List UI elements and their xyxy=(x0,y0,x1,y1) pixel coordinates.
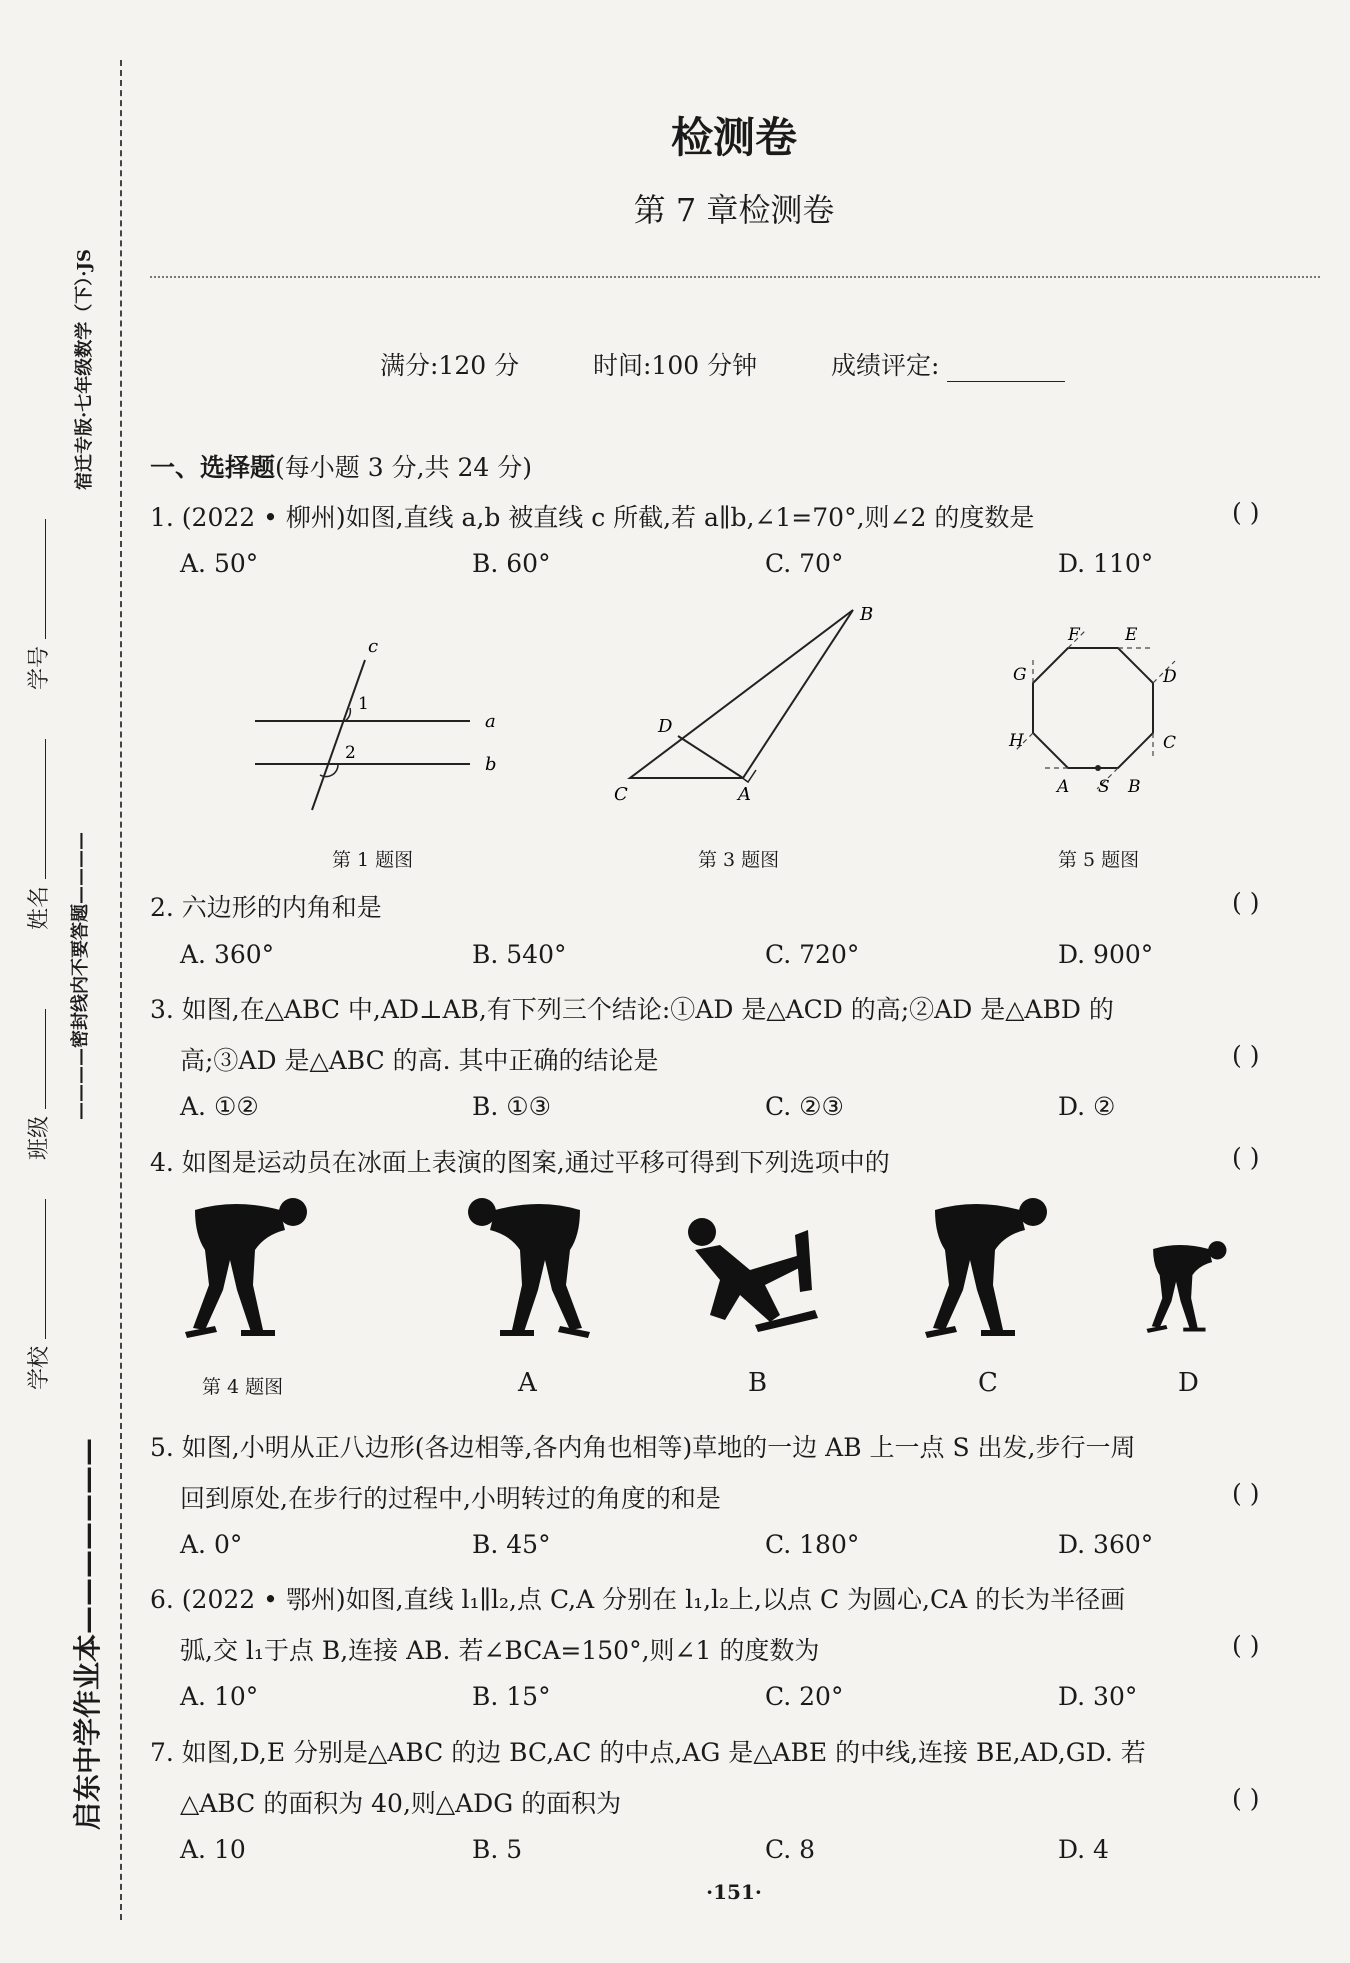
q3-option-a[interactable]: A. ①② xyxy=(180,1092,259,1121)
choice-b-label[interactable]: B xyxy=(748,1368,768,1398)
full-score: 满分:120 分 xyxy=(380,351,520,380)
q7-option-a[interactable]: A. 10 xyxy=(180,1835,246,1864)
q6-option-d[interactable]: D. 30° xyxy=(1058,1682,1138,1711)
page-subtitle: 第 7 章检测卷 xyxy=(633,191,835,229)
label-a: A xyxy=(738,784,751,805)
page-title: 检测卷 xyxy=(670,113,797,162)
page-number: ·151· xyxy=(706,1880,762,1904)
label-b: B xyxy=(1128,777,1141,797)
sidebar-field-student-no xyxy=(22,519,53,690)
school-blank[interactable] xyxy=(45,1199,46,1339)
label-h: H xyxy=(1009,731,1024,751)
seal-note-text: 密封线内不要答题 xyxy=(70,904,91,1048)
label-d: D xyxy=(658,716,673,737)
name-blank[interactable] xyxy=(45,739,46,879)
header-info xyxy=(380,346,1065,382)
q6-option-c[interactable]: C. 20° xyxy=(765,1682,844,1711)
q3-option-c[interactable]: C. ②③ xyxy=(765,1092,844,1121)
answer-paren[interactable]: ( ) xyxy=(1232,1041,1260,1070)
sidebar-name-label: 姓名 xyxy=(27,885,52,930)
question-2: 2. 六边形的内角和是 xyxy=(150,893,382,922)
answer-paren[interactable]: ( ) xyxy=(1232,1631,1260,1660)
question-7-line-2: △ABC 的面积为 40,则△ADG 的面积为 xyxy=(180,1789,622,1818)
q5-option-d[interactable]: D. 360° xyxy=(1058,1530,1154,1559)
triangle-abc xyxy=(630,610,853,778)
section-title: 一、选择题 xyxy=(150,453,276,482)
grade-label: 成绩评定: xyxy=(831,351,940,380)
answer-paren[interactable]: ( ) xyxy=(1232,498,1260,527)
q6-option-b[interactable]: B. 15° xyxy=(472,1682,551,1711)
seal-dash-left: ———— xyxy=(70,1048,91,1120)
q3-option-d[interactable]: D. ② xyxy=(1058,1092,1116,1121)
section-note: (每小题 3 分,共 24 分) xyxy=(275,453,532,482)
label-c: C xyxy=(1163,733,1177,753)
sidebar-seal-note xyxy=(66,832,92,1120)
label-a: a xyxy=(485,711,496,732)
section-heading xyxy=(150,448,532,484)
question-7-line-1: 7. 如图,D,E 分别是△ABC 的边 BC,AC 的中点,AG 是△ABE 的中线,连接 BE,AD,GD. 若 xyxy=(150,1738,1146,1767)
figure-5 xyxy=(985,600,1220,815)
figure-3-caption: 第 3 题图 xyxy=(698,849,780,871)
q7-option-b[interactable]: B. 5 xyxy=(472,1835,523,1864)
answer-paren[interactable]: ( ) xyxy=(1232,1479,1260,1508)
label-b: b xyxy=(485,754,497,775)
student-no-blank[interactable] xyxy=(45,519,46,639)
q2-option-c[interactable]: C. 720° xyxy=(765,940,860,969)
figure-3 xyxy=(610,600,885,815)
class-blank[interactable] xyxy=(45,1009,46,1109)
sidebar-field-name xyxy=(22,739,53,930)
question-5-line-2: 回到原处,在步行的过程中,小明转过的角度的和是 xyxy=(180,1484,721,1513)
answer-paren[interactable]: ( ) xyxy=(1232,1784,1260,1813)
label-a: A xyxy=(1057,777,1070,797)
choice-d-label[interactable]: D xyxy=(1178,1368,1199,1398)
question-3-line-1: 3. 如图,在△ABC 中,AD⊥AB,有下列三个结论:①AD 是△ACD 的高;②AD 是△ABD 的 xyxy=(150,995,1114,1024)
sidebar-school-label: 学校 xyxy=(27,1345,52,1390)
answer-paren[interactable]: ( ) xyxy=(1232,888,1260,917)
q1-option-d[interactable]: D. 110° xyxy=(1058,549,1154,578)
grade-blank[interactable] xyxy=(947,381,1065,382)
sidebar-book-info: 宿迁专版·七年级数学（下）·JS xyxy=(74,248,95,490)
q1-option-a[interactable]: A. 50° xyxy=(180,549,259,578)
line-c xyxy=(312,660,365,810)
label-g: G xyxy=(1013,665,1027,685)
label-d: D xyxy=(1163,667,1177,687)
q7-option-c[interactable]: C. 8 xyxy=(765,1835,816,1864)
choice-c-label[interactable]: C xyxy=(978,1368,998,1398)
seal-dash-right: ———— xyxy=(70,832,91,904)
label-c: c xyxy=(368,636,379,657)
skater-option-c xyxy=(915,1190,1060,1340)
brand-text: 启东中学作业本 xyxy=(71,1633,104,1830)
q7-option-d[interactable]: D. 4 xyxy=(1058,1835,1109,1864)
q2-option-a[interactable]: A. 360° xyxy=(180,940,275,969)
question-4: 4. 如图是运动员在冰面上表演的图案,通过平移可得到下列选项中的 xyxy=(150,1148,890,1177)
figure-1-caption: 第 1 题图 xyxy=(332,849,414,871)
figure-1 xyxy=(240,630,510,815)
label-b: B xyxy=(860,604,874,625)
skater-option-b xyxy=(680,1210,830,1340)
skater-original xyxy=(175,1190,320,1340)
header-dotted-rule xyxy=(150,276,1320,278)
question-6-line-2: 弧,交 l₁于点 B,连接 AB. 若∠BCA=150°,则∠1 的度数为 xyxy=(180,1636,820,1665)
binding-dashed-line xyxy=(120,60,122,1920)
question-5-line-1: 5. 如图,小明从正八边形(各边相等,各内角也相等)草地的一边 AB 上一点 S 出发,步行一周 xyxy=(150,1433,1136,1462)
question-3-line-2: 高;③AD 是△ABC 的高. 其中正确的结论是 xyxy=(180,1046,659,1075)
q3-option-b[interactable]: B. ①③ xyxy=(472,1092,552,1121)
extension-lines xyxy=(1015,630,1175,789)
question-1: 1. (2022 • 柳州)如图,直线 a,b 被直线 c 所截,若 a∥b,∠1=70°,则∠2 的度数是 xyxy=(150,503,1035,532)
label-1: 1 xyxy=(358,694,369,714)
q6-option-a[interactable]: A. 10° xyxy=(180,1682,259,1711)
sidebar-class-label: 班级 xyxy=(27,1115,52,1160)
q2-option-b[interactable]: B. 540° xyxy=(472,940,567,969)
choice-a-label[interactable]: A xyxy=(518,1368,537,1398)
q2-option-d[interactable]: D. 900° xyxy=(1058,940,1154,969)
label-s: S xyxy=(1098,777,1110,797)
answer-paren[interactable]: ( ) xyxy=(1232,1143,1260,1172)
sidebar-field-class xyxy=(22,1009,53,1160)
label-f: F xyxy=(1068,625,1080,645)
label-e: E xyxy=(1125,625,1138,645)
label-2: 2 xyxy=(345,743,356,763)
sidebar-field-school xyxy=(22,1199,53,1390)
figure-5-caption: 第 5 题图 xyxy=(1058,849,1140,871)
q1-option-b[interactable]: B. 60° xyxy=(472,549,551,578)
time-limit: 时间:100 分钟 xyxy=(593,351,758,380)
figure-4-caption: 第 4 题图 xyxy=(202,1376,284,1398)
q5-option-a[interactable]: A. 0° xyxy=(180,1530,243,1559)
q5-option-b[interactable]: B. 45° xyxy=(472,1530,551,1559)
q1-option-c[interactable]: C. 70° xyxy=(765,549,844,578)
sidebar-student-no-label: 学号 xyxy=(27,645,52,690)
skater-option-d xyxy=(1140,1235,1235,1335)
question-6-line-1: 6. (2022 • 鄂州)如图,直线 l₁∥l₂,点 C,A 分别在 l₁,l₂上,以点 C 为圆心,CA 的长为半径画 xyxy=(150,1585,1126,1614)
brand-dash: ——————— xyxy=(71,1437,104,1634)
segment-ad xyxy=(678,736,743,778)
q5-option-c[interactable]: C. 180° xyxy=(765,1530,860,1559)
regular-octagon xyxy=(1033,648,1153,768)
label-c: C xyxy=(614,784,628,805)
point-s xyxy=(1095,765,1101,771)
skater-option-a xyxy=(455,1190,600,1340)
angle-2-arc xyxy=(320,764,338,777)
sidebar-brand xyxy=(66,1438,106,1830)
